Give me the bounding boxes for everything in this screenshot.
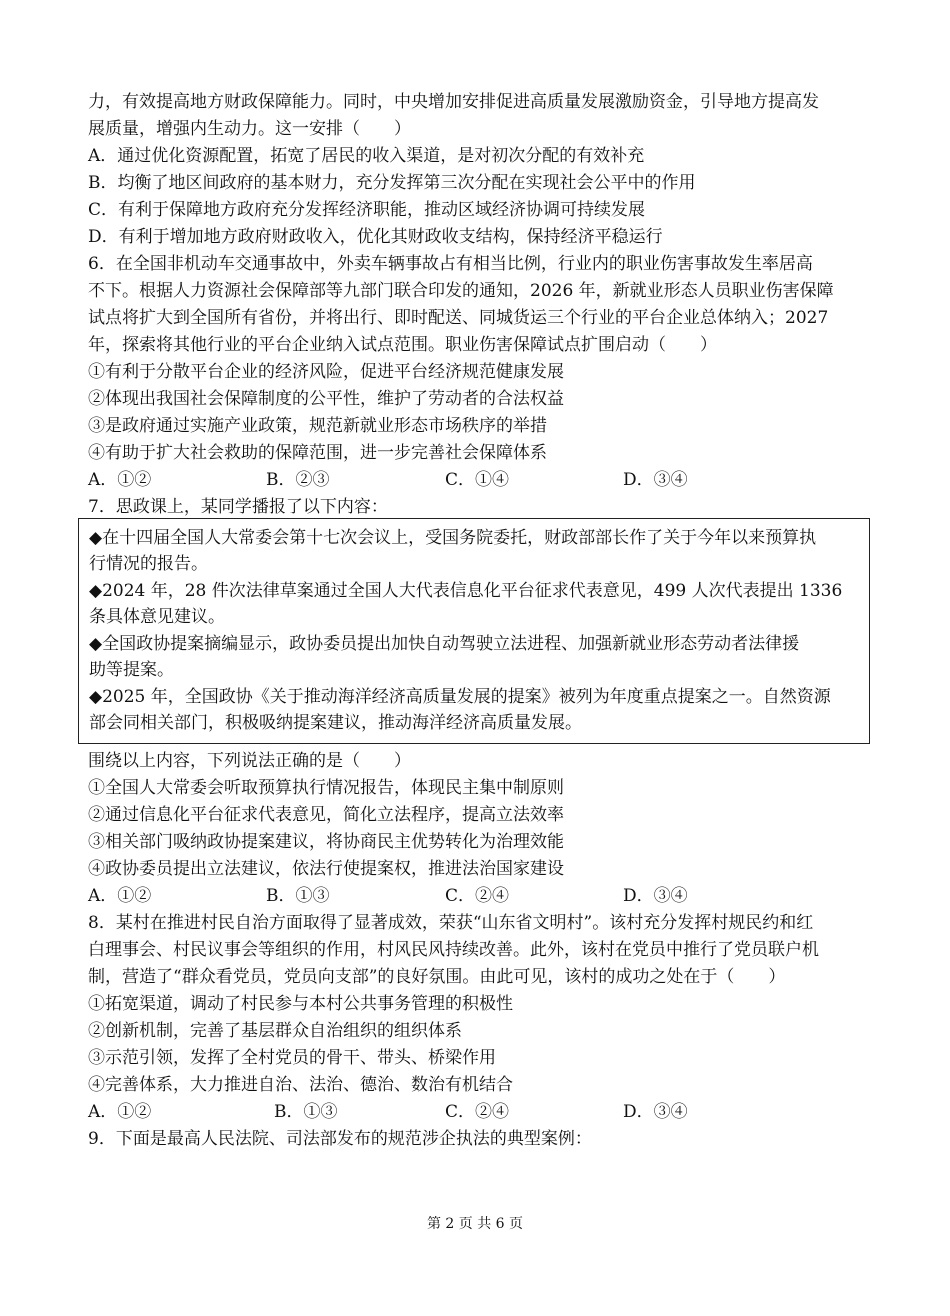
option-d: D．有利于增加地方政府财政收入，优化其财政收支结构，保持经济平稳运行 [88, 227, 663, 247]
page-number: 第 2 页 共 6 页 [426, 1216, 524, 1232]
statement-item: ①拓宽渠道，调动了村民参与本村公共事务管理的积极性 [88, 994, 513, 1014]
statement-item: ②体现出我国社会保障制度的公平性，维护了劳动者的合法权益 [88, 389, 564, 409]
option-b: B．①③ [274, 1102, 338, 1122]
answer-options-q7 [88, 884, 868, 908]
option-a: A．①② [88, 1102, 152, 1122]
box-line: ◆全国政协提案摘编显示，政协委员提出加快自动驾驶立法进程、加强新就业形态劳动者法律援 [89, 634, 800, 654]
statement-item: ②通过信息化平台征求代表意见，简化立法程序，提高立法效率 [88, 805, 564, 825]
option-c: C．②④ [445, 886, 510, 906]
question-7-stem: 7．思政课上，某同学播报了以下内容： [88, 497, 388, 517]
statement-item: ②创新机制，完善了基层群众自治组织的组织体系 [88, 1021, 462, 1041]
answer-options-q8 [88, 1100, 868, 1124]
question-8-stem: 8．某村在推进村民自治方面取得了显著成效，荣获“山东省文明村”。该村充分发挥村规民约和红 [88, 913, 814, 933]
statement-item: ④政协委员提出立法建议，依法行使提案权，推进法治国家建设 [88, 859, 564, 879]
option-c: C．有利于保障地方政府充分发挥经济职能，推动区域经济协调可持续发展 [88, 200, 646, 220]
option-a: A．①② [88, 886, 152, 906]
text-line: 展质量，增强内生动力。这一安排（ ） [88, 119, 411, 139]
material-box [78, 518, 870, 744]
option-c: C．②④ [445, 1102, 510, 1122]
option-d: D．③④ [623, 1102, 688, 1122]
box-line: ◆2024 年，28 件次法律草案通过全国人大代表信息化平台征求代表意见，499 人次代表提出 1336 [89, 581, 843, 601]
statement-item: ①有利于分散平台企业的经济风险，促进平台经济规范健康发展 [88, 362, 564, 382]
statement-item: ①全国人大常委会听取预算执行情况报告，体现民主集中制原则 [88, 778, 564, 798]
option-d: D．③④ [623, 470, 688, 490]
question-7-prompt: 围绕以上内容，下列说法正确的是（ ） [88, 751, 411, 771]
option-d: D．③④ [623, 886, 688, 906]
box-line: 行情况的报告。 [89, 554, 208, 574]
option-b: B．①③ [266, 886, 330, 906]
question-6-stem: 6．在全国非机动车交通事故中，外卖车辆事故占有相当比例，行业内的职业伤害事故发生率居高 [88, 254, 813, 274]
answer-options-q6 [88, 468, 868, 492]
question-8-stem: 白理事会、村民议事会等组织的作用，村风民风持续改善。此外，该村在党员中推行了党员联户机 [88, 940, 819, 960]
box-line: ◆在十四届全国人大常委会第十七次会议上，受国务院委托，财政部部长作了关于今年以来预算执 [89, 528, 817, 548]
box-line: 助等提案。 [89, 660, 174, 680]
statement-item: ④完善体系，大力推进自治、法治、德治、数治有机结合 [88, 1075, 513, 1095]
question-8-stem: 制，营造了“群众看党员，党员向支部”的良好氛围。由此可见，该村的成功之处在于（ ） [88, 967, 786, 987]
option-c: C．①④ [445, 470, 510, 490]
statement-item: ③是政府通过实施产业政策，规范新就业形态市场秩序的举措 [88, 416, 547, 436]
box-line: 条具体意见建议。 [89, 607, 225, 627]
option-a: A．①② [88, 470, 152, 490]
question-6-stem: 年，探索将其他行业的平台企业纳入试点范围。职业伤害保障试点扩围启动（ ） [88, 335, 717, 355]
box-line: 部会同相关部门，积极吸纳提案建议，推动海洋经济高质量发展。 [89, 713, 582, 733]
statement-item: ③相关部门吸纳政协提案建议，将协商民主优势转化为治理效能 [88, 832, 564, 852]
box-line: ◆2025 年，全国政协《关于推动海洋经济高质量发展的提案》被列为年度重点提案之一。自然资源 [89, 687, 831, 707]
question-9-stem: 9．下面是最高人民法院、司法部发布的规范涉企执法的典型案例： [88, 1129, 592, 1149]
option-b: B．均衡了地区间政府的基本财力，充分发挥第三次分配在实现社会公平中的作用 [88, 173, 696, 193]
question-6-stem: 试点将扩大到全国所有省份，并将出行、即时配送、同城货运三个行业的平台企业总体纳入；2027 [88, 308, 829, 328]
option-b: B．②③ [266, 470, 330, 490]
text-line: 力，有效提高地方财政保障能力。同时，中央增加安排促进高质量发展激励资金，引导地方提高发 [88, 92, 819, 112]
statement-item: ③示范引领，发挥了全村党员的骨干、带头、桥梁作用 [88, 1048, 496, 1068]
statement-item: ④有助于扩大社会救助的保障范围，进一步完善社会保障体系 [88, 443, 547, 463]
option-a: A．通过优化资源配置，拓宽了居民的收入渠道，是对初次分配的有效补充 [88, 146, 645, 166]
question-6-stem: 不下。根据人力资源社会保障部等九部门联合印发的通知，2026 年，新就业形态人员职业伤害保障 [88, 281, 834, 301]
